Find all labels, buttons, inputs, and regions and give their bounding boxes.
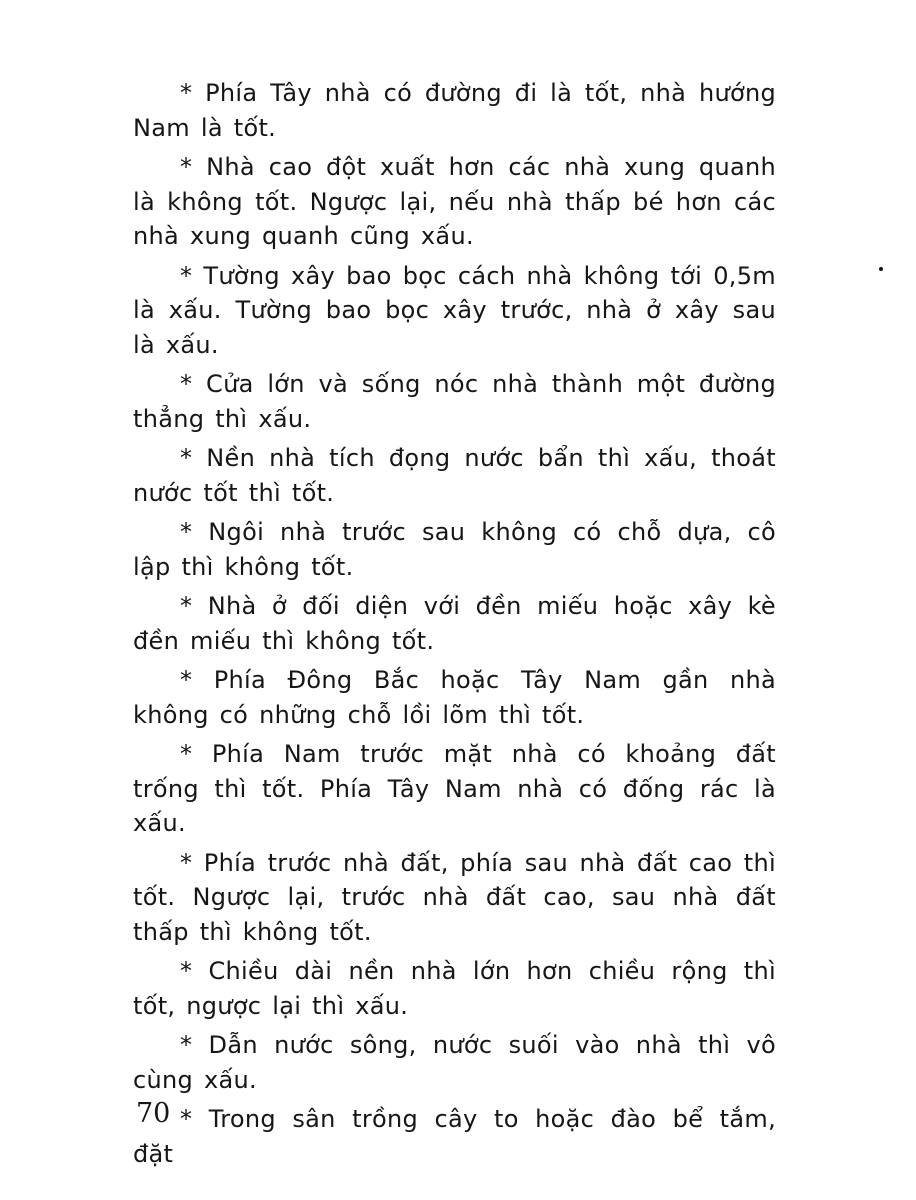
paragraph-9: * Phía Nam trước mặt nhà có khoảng đất trống thì tốt. Phía Tây Nam nhà có đống rác là xấu. — [133, 740, 776, 837]
paragraph-8: * Phía Đông Bắc hoặc Tây Nam gần nhà không có những chỗ lồi lõm thì tốt. — [133, 666, 776, 729]
page-number: 70 — [136, 1098, 171, 1129]
paragraph-13: * Trong sân trồng cây to hoặc đào bể tắm, đặt — [133, 1105, 776, 1168]
scan-speck — [879, 267, 883, 271]
paragraph-11: * Chiều dài nền nhà lớn hơn chiều rộng thì tốt, ngược lại thì xấu. — [133, 957, 776, 1020]
paragraph-5: * Nền nhà tích đọng nước bẩn thì xấu, thoát nước tốt thì tốt. — [133, 444, 776, 507]
paragraph-7: * Nhà ở đối diện với đền miếu hoặc xây kè đền miếu thì không tốt. — [133, 592, 776, 655]
paragraph-2: * Nhà cao đột xuất hơn các nhà xung quanh là không tốt. Ngược lại, nếu nhà thấp bé hơn các nhà xung quanh cũng xấu. — [133, 153, 776, 250]
paragraph-3: * Tường xây bao bọc cách nhà không tới 0,5m là xấu. Tường bao bọc xây trước, nhà ở xây sau là xấu. — [133, 261, 776, 359]
paragraph-4: * Cửa lớn và sống nóc nhà thành một đường thẳng thì xấu. — [133, 370, 776, 433]
paragraph-1: * Phía Tây nhà có đường đi là tốt, nhà hướng Nam là tốt. — [133, 79, 776, 142]
paragraph-12: * Dẫn nước sông, nước suối vào nhà thì vô cùng xấu. — [133, 1031, 776, 1094]
paragraph-6: * Ngôi nhà trước sau không có chỗ dựa, cô lập thì không tốt. — [133, 518, 776, 581]
paragraph-10: * Phía trước nhà đất, phía sau nhà đất cao thì tốt. Ngược lại, trước nhà đất cao, sau nhà đất thấp thì không tốt. — [133, 848, 776, 946]
body-text — [133, 76, 776, 1176]
